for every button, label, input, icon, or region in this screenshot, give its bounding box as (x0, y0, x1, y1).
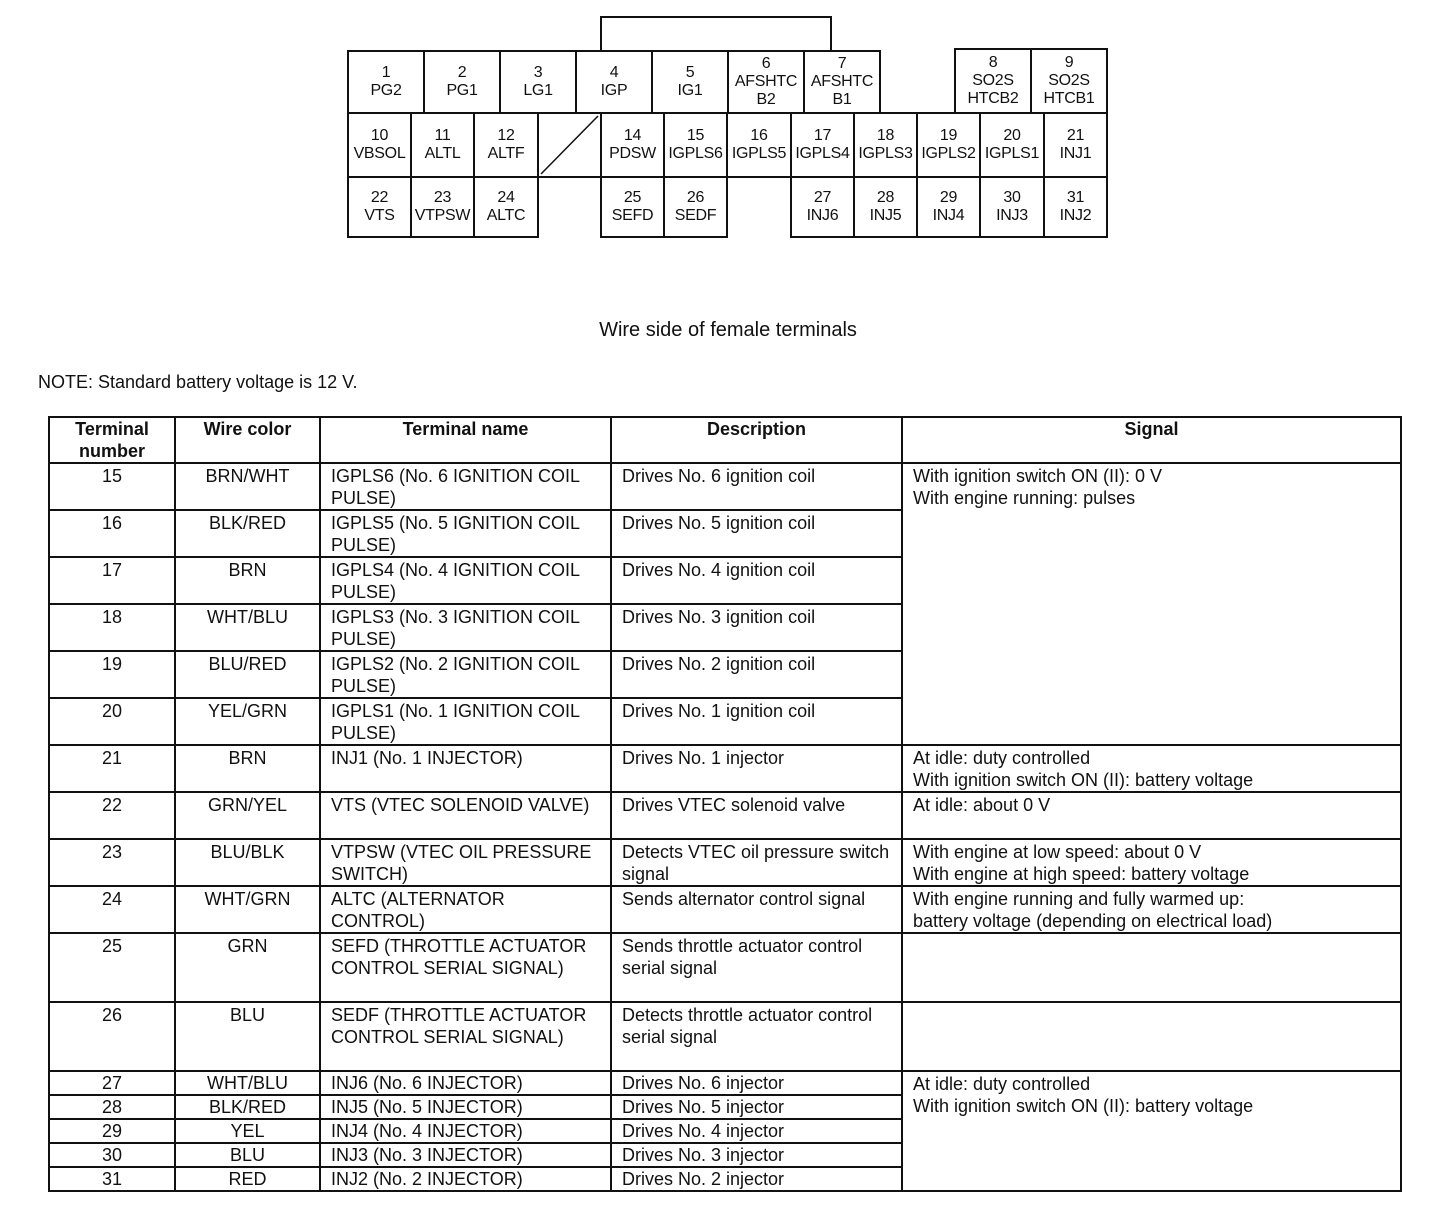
terminal-28 (853, 176, 918, 238)
cell-description: Sends throttle actuator control serial signal (611, 933, 902, 1002)
terminal-number: 10 (370, 127, 389, 144)
cell-description: Drives No. 6 ignition coil (611, 463, 902, 510)
cell-wire-color: BLU/RED (175, 651, 320, 698)
cell-terminal-number: 25 (49, 933, 175, 1002)
header-terminal-line2: number (78, 441, 145, 461)
terminal-26 (663, 176, 728, 238)
cell-terminal-name: IGPLS6 (No. 6 IGNITION COIL PULSE) (320, 463, 611, 510)
terminal-11 (410, 112, 475, 178)
terminal-2 (423, 50, 501, 114)
cell-terminal-name: IGPLS1 (No. 1 IGNITION COIL PULSE) (320, 698, 611, 745)
cell-signal-empty (902, 933, 1401, 1002)
terminal-25 (600, 176, 665, 238)
diagonal-blank-mark (539, 114, 600, 176)
terminal-15 (663, 112, 728, 178)
terminal-20 (979, 112, 1045, 178)
header-terminal-number (49, 417, 175, 463)
terminal-label: IGPLS2 (921, 145, 976, 162)
cell-description: Detects VTEC oil pressure switch signal (611, 839, 902, 886)
terminal-label: SO2S (972, 72, 1014, 89)
terminal-label: IGPLS4 (795, 145, 850, 162)
terminal-number: 2 (457, 64, 467, 81)
cell-terminal-name: INJ5 (No. 5 INJECTOR) (320, 1095, 611, 1119)
terminal-31 (1043, 176, 1108, 238)
signal-line: With engine running and fully warmed up: (913, 889, 1245, 909)
cell-description: Sends alternator control signal (611, 886, 902, 933)
cell-wire-color: GRN/YEL (175, 792, 320, 839)
terminal-number: 24 (497, 189, 515, 206)
terminal-number: 12 (497, 127, 515, 144)
cell-terminal-number: 24 (49, 886, 175, 933)
cell-description: Drives No. 4 ignition coil (611, 557, 902, 604)
terminal-number: 16 (750, 127, 768, 144)
terminal-number: 18 (876, 127, 895, 144)
cell-terminal-number: 30 (49, 1143, 175, 1167)
cell-description: Drives No. 6 injector (611, 1071, 902, 1095)
terminal-7 (803, 50, 881, 114)
terminal-number: 4 (609, 64, 619, 81)
cell-description: Detects throttle actuator control serial signal (611, 1002, 902, 1071)
terminal-number: 14 (623, 127, 642, 144)
table-row (49, 792, 1401, 839)
cell-description: Drives No. 2 ignition coil (611, 651, 902, 698)
terminal-label: VTS (364, 207, 395, 224)
cell-wire-color: BRN/WHT (175, 463, 320, 510)
connector-diagram (0, 0, 1456, 245)
signal-line: At idle: duty controlled (913, 748, 1091, 768)
terminal-number: 9 (1064, 54, 1074, 71)
terminal-label: PG1 (446, 82, 478, 99)
terminal-number: 22 (370, 189, 389, 206)
terminal-label: INJ3 (996, 207, 1028, 224)
terminal-number: 20 (1003, 127, 1021, 144)
signal-line: With ignition switch ON (II): 0 V (913, 466, 1163, 486)
cell-terminal-number: 31 (49, 1167, 175, 1191)
terminal-1 (347, 50, 425, 114)
terminal-label-line2: B2 (756, 91, 776, 108)
terminal-label: IGPLS5 (731, 145, 787, 162)
cell-signal-vtpsw (902, 839, 1401, 886)
cell-terminal-name: INJ6 (No. 6 INJECTOR) (320, 1071, 611, 1095)
cell-wire-color: BLU/BLK (175, 839, 320, 886)
terminal-number: 28 (876, 189, 895, 206)
terminal-number: 30 (1003, 189, 1021, 206)
cell-wire-color: BLU (175, 1002, 320, 1071)
terminal-label: AFSHTC (734, 73, 798, 90)
terminal-label: AFSHTC (810, 73, 874, 90)
cell-description: Drives No. 5 ignition coil (611, 510, 902, 557)
cell-terminal-name: INJ3 (No. 3 INJECTOR) (320, 1143, 611, 1167)
cell-description: Drives No. 3 ignition coil (611, 604, 902, 651)
terminal-label: VTPSW (414, 207, 471, 224)
terminal-number: 6 (761, 55, 771, 72)
cell-terminal-number: 15 (49, 463, 175, 510)
cell-wire-color: BRN (175, 557, 320, 604)
terminal-4 (575, 50, 653, 114)
cell-terminal-name: IGPLS4 (No. 4 IGNITION COIL PULSE) (320, 557, 611, 604)
terminal-12 (473, 112, 539, 178)
cell-terminal-number: 26 (49, 1002, 175, 1071)
cell-description: Drives No. 1 injector (611, 745, 902, 792)
signal-line: With ignition switch ON (II): battery voltage (913, 770, 1254, 790)
cell-description: Drives No. 5 injector (611, 1095, 902, 1119)
cell-terminal-number: 23 (49, 839, 175, 886)
terminal-number: 23 (433, 189, 452, 206)
diagram-caption: Wire side of female terminals (599, 319, 857, 341)
terminal-label: IGPLS1 (984, 145, 1040, 162)
terminal-label: PDSW (609, 145, 656, 162)
cell-terminal-number: 27 (49, 1071, 175, 1095)
terminal-label: SEFD (611, 207, 654, 224)
cell-terminal-name: IGPLS3 (No. 3 IGNITION COIL PULSE) (320, 604, 611, 651)
battery-voltage-note: NOTE: Standard battery voltage is 12 V. (38, 372, 358, 392)
cell-wire-color: WHT/GRN (175, 886, 320, 933)
table-row (49, 745, 1401, 792)
terminal-number: 11 (434, 127, 451, 144)
cell-terminal-number: 28 (49, 1095, 175, 1119)
cell-terminal-number: 18 (49, 604, 175, 651)
cell-wire-color: YEL (175, 1119, 320, 1143)
terminal-label: IGPLS3 (858, 145, 913, 162)
cell-terminal-name: INJ1 (No. 1 INJECTOR) (320, 745, 611, 792)
terminal-19 (916, 112, 981, 178)
terminal-table (48, 416, 1402, 1192)
terminal-label: INJ2 (1059, 207, 1092, 224)
terminal-14 (600, 112, 665, 178)
terminal-24 (473, 176, 539, 238)
terminal-label: SEDF (674, 207, 717, 224)
terminal-label: PG2 (370, 82, 402, 99)
table-row (49, 1002, 1401, 1071)
cell-description: Drives No. 1 ignition coil (611, 698, 902, 745)
cell-signal-injectors (902, 1071, 1401, 1191)
cell-terminal-name: INJ2 (No. 2 INJECTOR) (320, 1167, 611, 1191)
cell-terminal-number: 21 (49, 745, 175, 792)
signal-line: At idle: duty controlled (913, 1074, 1091, 1094)
terminal-5 (651, 50, 729, 114)
cell-signal-empty (902, 1002, 1401, 1071)
terminal-27 (790, 176, 855, 238)
header-signal: Signal (902, 417, 1401, 463)
cell-signal-vts (902, 792, 1401, 839)
terminal-number: 5 (685, 64, 695, 81)
cell-wire-color: WHT/BLU (175, 604, 320, 651)
connector-latch (600, 16, 832, 50)
cell-terminal-name: INJ4 (No. 4 INJECTOR) (320, 1119, 611, 1143)
terminal-number: 27 (813, 189, 832, 206)
table-header-row (49, 417, 1401, 463)
terminal-21 (1043, 112, 1108, 178)
terminal-23 (410, 176, 475, 238)
terminal-3 (499, 50, 577, 114)
table-row (49, 933, 1401, 1002)
terminal-label: INJ5 (869, 207, 902, 224)
terminal-number: 31 (1066, 189, 1085, 206)
cell-wire-color: BLK/RED (175, 510, 320, 557)
terminal-label-line2: HTCB1 (1043, 90, 1095, 107)
terminal-number: 15 (686, 127, 705, 144)
terminal-29 (916, 176, 981, 238)
header-terminal-line1: Terminal (75, 419, 149, 439)
cell-wire-color: YEL/GRN (175, 698, 320, 745)
table-row (49, 463, 1401, 510)
cell-terminal-name: SEFD (THROTTLE ACTUATOR CONTROL SERIAL SIGNAL) (320, 933, 611, 1002)
terminal-18 (853, 112, 918, 178)
terminal-number: 19 (939, 127, 958, 144)
terminal-label-line2: HTCB2 (967, 90, 1019, 107)
cell-terminal-name: IGPLS2 (No. 2 IGNITION COIL PULSE) (320, 651, 611, 698)
cell-description: Drives No. 2 injector (611, 1167, 902, 1191)
terminal-label: ALTC (486, 207, 526, 224)
cell-terminal-number: 17 (49, 557, 175, 604)
signal-line: With ignition switch ON (II): battery voltage (913, 1096, 1254, 1116)
terminal-8 (954, 48, 1032, 114)
terminal-30 (979, 176, 1045, 238)
terminal-number: 3 (533, 64, 543, 81)
terminal-6 (727, 50, 805, 114)
terminal-label: LG1 (523, 82, 553, 99)
terminal-number: 29 (939, 189, 958, 206)
signal-line: With engine at high speed: battery voltage (913, 864, 1250, 884)
terminal-13-blank (537, 112, 602, 178)
cell-wire-color: BLK/RED (175, 1095, 320, 1119)
signal-line: At idle: about 0 V (913, 795, 1051, 815)
cell-wire-color: WHT/BLU (175, 1071, 320, 1095)
signal-line: With engine running: pulses (913, 488, 1136, 508)
cell-wire-color: BLU (175, 1143, 320, 1167)
terminal-9 (1030, 48, 1108, 114)
terminal-number: 26 (686, 189, 705, 206)
terminal-label: ALTL (424, 145, 461, 162)
cell-terminal-number: 22 (49, 792, 175, 839)
cell-terminal-name: VTPSW (VTEC OIL PRESSURE SWITCH) (320, 839, 611, 886)
cell-wire-color: GRN (175, 933, 320, 1002)
signal-line: battery voltage (depending on electrical load) (913, 911, 1273, 931)
cell-terminal-name: VTS (VTEC SOLENOID VALVE) (320, 792, 611, 839)
cell-terminal-name: SEDF (THROTTLE ACTUATOR CONTROL SERIAL SIGNAL) (320, 1002, 611, 1071)
cell-description: Drives No. 4 injector (611, 1119, 902, 1143)
terminal-label-line2: B1 (832, 91, 852, 108)
cell-signal-inj1 (902, 745, 1401, 792)
terminal-label: SO2S (1048, 72, 1090, 89)
cell-terminal-number: 20 (49, 698, 175, 745)
cell-signal-ignition (902, 463, 1401, 745)
terminal-label: IGP (600, 82, 628, 99)
cell-terminal-number: 19 (49, 651, 175, 698)
terminal-number: 17 (813, 127, 832, 144)
cell-terminal-number: 16 (49, 510, 175, 557)
terminal-number: 25 (623, 189, 642, 206)
table-row (49, 886, 1401, 933)
table-row (49, 1071, 1401, 1095)
terminal-17 (790, 112, 855, 178)
terminal-number: 7 (837, 55, 847, 72)
terminal-label: INJ6 (806, 207, 839, 224)
terminal-label: INJ1 (1059, 145, 1092, 162)
terminal-number: 21 (1066, 127, 1085, 144)
terminal-number: 1 (381, 64, 391, 81)
terminal-10 (347, 112, 412, 178)
header-wire-color: Wire color (175, 417, 320, 463)
table-row (49, 839, 1401, 886)
signal-line: With engine at low speed: about 0 V (913, 842, 1202, 862)
header-description: Description (611, 417, 902, 463)
cell-terminal-number: 29 (49, 1119, 175, 1143)
header-terminal-name: Terminal name (320, 417, 611, 463)
cell-wire-color: BRN (175, 745, 320, 792)
terminal-label: INJ4 (932, 207, 965, 224)
cell-wire-color: RED (175, 1167, 320, 1191)
cell-signal-altc (902, 886, 1401, 933)
cell-description: Drives No. 3 injector (611, 1143, 902, 1167)
terminal-number: 8 (988, 54, 998, 71)
cell-terminal-name: ALTC (ALTERNATOR CONTROL) (320, 886, 611, 933)
terminal-label: IG1 (677, 82, 703, 99)
terminal-16 (726, 112, 792, 178)
cell-terminal-name: IGPLS5 (No. 5 IGNITION COIL PULSE) (320, 510, 611, 557)
terminal-label: VBSOL (353, 145, 406, 162)
cell-description: Drives VTEC solenoid valve (611, 792, 902, 839)
terminal-22 (347, 176, 412, 238)
terminal-label: ALTF (487, 145, 525, 162)
terminal-label: IGPLS6 (668, 145, 723, 162)
